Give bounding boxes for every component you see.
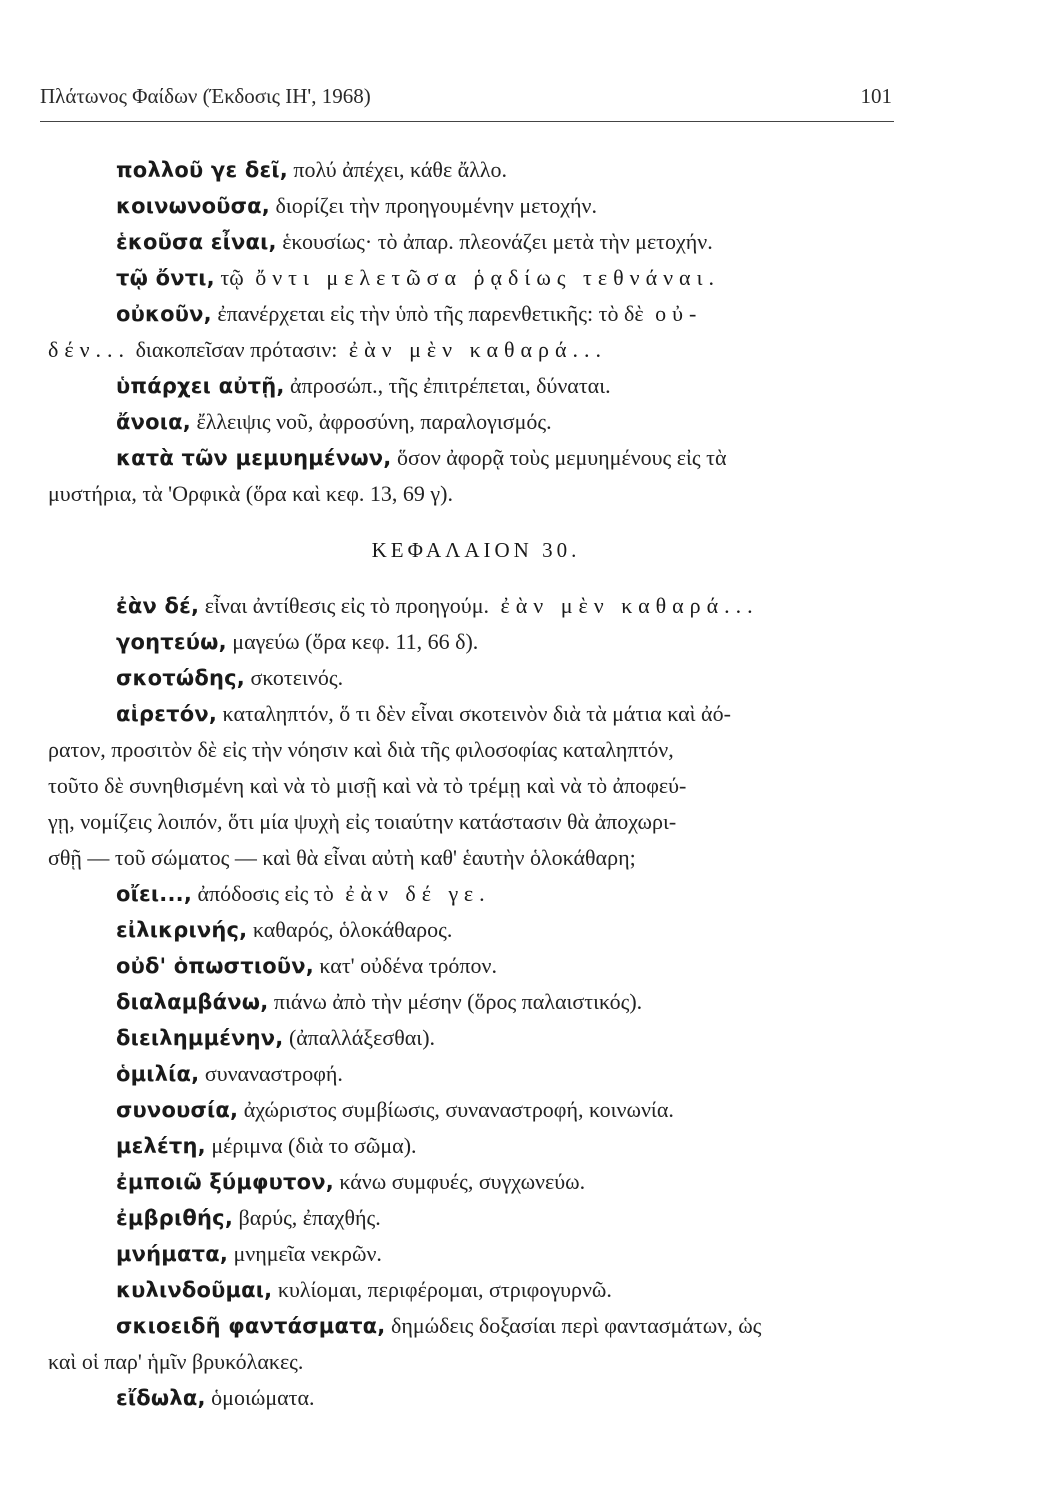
glossary-entry bbox=[48, 660, 904, 696]
headword: αἱρετόν, bbox=[116, 702, 218, 726]
headword: οὐδ' ὁπωστιοῦν, bbox=[116, 954, 314, 978]
definition-text: μέριμνα (διὰ το σῶμα). bbox=[205, 1133, 417, 1158]
headword: ἐμποιῶ ξύμφυτον, bbox=[116, 1170, 334, 1194]
headword: οὐκοῦν, bbox=[116, 302, 212, 326]
headword: κατὰ τῶν μεμυημένων, bbox=[116, 446, 392, 470]
glossary-body bbox=[48, 152, 904, 1416]
headword: ὑπάρχει αὐτῇ, bbox=[116, 374, 285, 398]
glossary-entry bbox=[48, 260, 904, 296]
headword: μνήματα, bbox=[116, 1242, 228, 1266]
spaced-greek-text: ἐὰν μὲν καθαρά... bbox=[337, 337, 608, 362]
page-header bbox=[40, 84, 892, 109]
spaced-greek-text: ὄντι μελετῶσα ῥᾳδίως τεθνάναι. bbox=[243, 265, 721, 290]
glossary-entry bbox=[48, 1020, 904, 1056]
definition-text: καὶ οἱ παρ' ἡμῖν βρυκόλακες. bbox=[48, 1349, 304, 1374]
definition-text: δημώδεις δοξασίαι περὶ φαντασμάτων, ὡς bbox=[385, 1313, 762, 1338]
running-title: Πλάτωνος Φαίδων (Έκδοσις ΙΗ', 1968) bbox=[40, 84, 371, 108]
definition-text: μυστήρια, τὰ 'Ορφικὰ (ὅρα καὶ κεφ. 13, 69 γ). bbox=[48, 481, 453, 506]
definition-text: ἀπόδοσις εἰς τὸ bbox=[192, 881, 334, 906]
definition-text: μνημεῖα νεκρῶν. bbox=[228, 1241, 382, 1266]
page-number: 101 bbox=[860, 84, 892, 108]
glossary-entry bbox=[48, 1236, 904, 1272]
definition-text: ὁμοιώματα. bbox=[205, 1385, 315, 1410]
spaced-greek-text: ἐὰν μὲν καθαρά... bbox=[489, 593, 759, 618]
headword: σκιοειδῆ φαντάσματα, bbox=[116, 1314, 386, 1338]
glossary-entry bbox=[48, 1056, 904, 1092]
definition-text: τοῦτο δὲ συνηθισμένη καὶ νὰ τὸ μισῇ καὶ νὰ τὸ τρέμῃ καὶ νὰ τὸ ἀποφεύ- bbox=[48, 773, 687, 798]
headword: ἄνοια, bbox=[116, 410, 191, 434]
glossary-section-chapter-30 bbox=[48, 588, 904, 1416]
definition-text: ἔλλειψις νοῦ, ἀφροσύνη, παραλογισμός. bbox=[190, 409, 552, 434]
definition-text: σθῇ — τοῦ σώματος — καὶ θὰ εἶναι αὐτὴ καθ' ἑαυτὴν ὁλοκάθαρη; bbox=[48, 845, 636, 870]
headword: κυλινδοῦμαι, bbox=[116, 1278, 273, 1302]
definition-text: μαγεύω (ὅρα κεφ. 11, 66 δ). bbox=[226, 629, 479, 654]
glossary-entry bbox=[48, 224, 904, 260]
glossary-entry bbox=[48, 440, 904, 476]
headword: διαλαμβάνω, bbox=[116, 990, 269, 1014]
headword: μελέτη, bbox=[116, 1134, 206, 1158]
headword: κοινωνοῦσα, bbox=[116, 194, 270, 218]
glossary-entry bbox=[48, 188, 904, 224]
glossary-entry bbox=[48, 296, 904, 332]
continuation-line bbox=[48, 804, 904, 840]
definition-text: ἀπροσώπ., τῆς ἐπιτρέπεται, δύναται. bbox=[284, 373, 611, 398]
definition-text: καθαρός, ὁλοκάθαρος. bbox=[247, 917, 453, 942]
definition-text: κατ' οὐδένα τρόπον. bbox=[313, 953, 497, 978]
definition-text: συναναστροφή. bbox=[199, 1061, 343, 1086]
chapter-heading: ΚΕΦΑΛΑΙΟΝ 30. bbox=[371, 538, 581, 562]
definition-text: (ἀπαλλάξεσθαι). bbox=[283, 1025, 436, 1050]
definition-text: καταληπτόν, ὅ τι δὲν εἶναι σκοτεινὸν διὰ τὰ μάτια καὶ ἀό- bbox=[217, 701, 731, 726]
glossary-entry bbox=[48, 1308, 904, 1344]
definition-text: διακοπεῖσαν πρότασιν: bbox=[130, 337, 338, 362]
definition-text: ἐπανέρχεται εἰς τὴν ὑπὸ τῆς παρενθετικῆς: τὸ δὲ bbox=[211, 301, 644, 326]
definition-text: ρατον, προσιτὸν δὲ εἰς τὴν νόησιν καὶ διὰ τῆς φιλοσοφίας καταληπτόν, bbox=[48, 737, 674, 762]
definition-text: βαρύς, ἐπαχθής. bbox=[233, 1205, 381, 1230]
glossary-entry bbox=[48, 1380, 904, 1416]
definition-text: πιάνω ἀπὸ τὴν μέσην (ὅρος παλαιστικός). bbox=[268, 989, 643, 1014]
header-rule bbox=[40, 121, 894, 122]
headword: ἐμβριθής, bbox=[116, 1206, 233, 1230]
glossary-entry bbox=[48, 1128, 904, 1164]
headword: πολλοῦ γε δεῖ, bbox=[116, 158, 288, 182]
continuation-line bbox=[48, 768, 904, 804]
definition-text: εἶναι ἀντίθεσις εἰς τὸ προηγούμ. bbox=[199, 593, 489, 618]
definition-text: γῃ, νομίζεις λοιπόν, ὅτι μία ψυχὴ εἰς τοιαύτην κατάστασιν θὰ ἀποχωρι- bbox=[48, 809, 677, 834]
headword: διειλημμένην, bbox=[116, 1026, 284, 1050]
definition-text: ὅσον ἀφορᾷ τοὺς μεμυημένους εἰς τὰ bbox=[391, 445, 727, 470]
glossary-entry bbox=[48, 1272, 904, 1308]
glossary-entry bbox=[48, 876, 904, 912]
glossary-entry bbox=[48, 912, 904, 948]
glossary-entry bbox=[48, 152, 904, 188]
continuation-line bbox=[48, 332, 904, 368]
glossary-entry bbox=[48, 404, 904, 440]
headword: γοητεύω, bbox=[116, 630, 227, 654]
spaced-greek-text: οὐ- bbox=[643, 301, 703, 326]
spaced-greek-text: ἐὰν δέ γε. bbox=[333, 881, 491, 906]
definition-text: κυλίομαι, περιφέρομαι, στριφογυρνῶ. bbox=[272, 1277, 612, 1302]
headword: ἐὰν δέ, bbox=[116, 594, 200, 618]
continuation-line bbox=[48, 476, 904, 512]
glossary-entry bbox=[48, 984, 904, 1020]
glossary-entry bbox=[48, 588, 904, 624]
definition-text: πολύ ἀπέχει, κάθε ἄλλο. bbox=[287, 157, 508, 182]
glossary-entry bbox=[48, 1164, 904, 1200]
headword: τῷ ὄντι, bbox=[116, 266, 215, 290]
headword: εἴδωλα, bbox=[116, 1386, 206, 1410]
definition-text: διορίζει τὴν προηγουμένην μετοχήν. bbox=[269, 193, 597, 218]
glossary-entry bbox=[48, 368, 904, 404]
headword: εἰλικρινής, bbox=[116, 918, 248, 942]
definition-text: ἀχώριστος συμβίωσις, συναναστροφή, κοινωνία. bbox=[238, 1097, 674, 1122]
headword: ὁμιλία, bbox=[116, 1062, 200, 1086]
glossary-entry bbox=[48, 1092, 904, 1128]
glossary-entry bbox=[48, 696, 904, 732]
definition-text: τῷ bbox=[214, 265, 244, 290]
spaced-greek-text: δέν... bbox=[48, 337, 131, 362]
glossary-section-chapter-29 bbox=[48, 152, 904, 512]
definition-text: ἑκουσίως· τὸ ἀπαρ. πλεονάζει μετὰ τὴν μετοχήν. bbox=[276, 229, 713, 254]
headword: συνουσία, bbox=[116, 1098, 239, 1122]
headword: σκοτώδης, bbox=[116, 666, 245, 690]
headword: ἑκοῦσα εἶναι, bbox=[116, 230, 277, 254]
definition-text: κάνω συμφυές, συγχωνεύω. bbox=[333, 1169, 586, 1194]
continuation-line bbox=[48, 1344, 904, 1380]
glossary-entry bbox=[48, 1200, 904, 1236]
glossary-entry bbox=[48, 948, 904, 984]
continuation-line bbox=[48, 840, 904, 876]
headword: οἴει..., bbox=[116, 882, 192, 906]
continuation-line bbox=[48, 732, 904, 768]
definition-text: σκοτεινός. bbox=[244, 665, 344, 690]
glossary-entry bbox=[48, 624, 904, 660]
